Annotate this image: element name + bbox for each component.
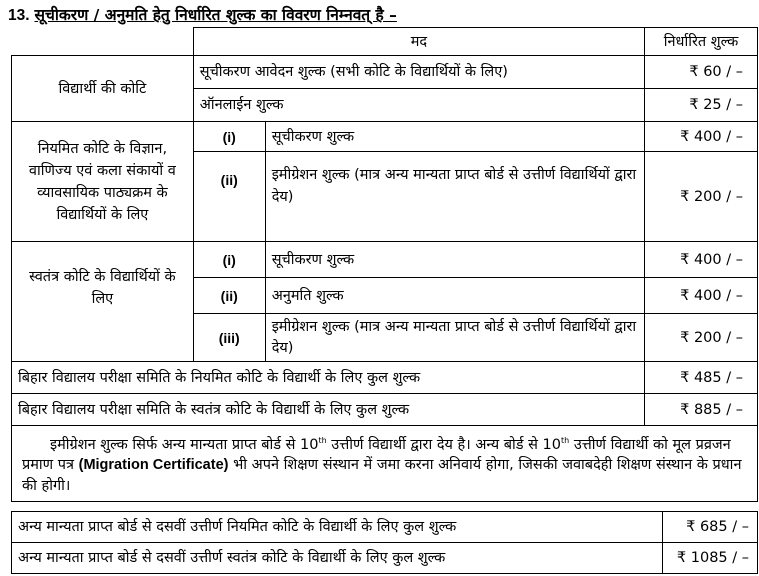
- section-number: 13.: [8, 7, 30, 24]
- fee-cell: ₹ 25 / –: [645, 89, 758, 122]
- other-board-private-fee: ₹ 1085 / –: [663, 543, 758, 574]
- table-row: [12, 122, 758, 152]
- table-row: [12, 56, 758, 89]
- item-cell: सूचीकरण शुल्क: [265, 242, 644, 278]
- fee-cell: ₹ 400 / –: [645, 278, 758, 314]
- item-column-header: मद: [193, 28, 644, 56]
- total-row-regular: [12, 362, 758, 394]
- item-cell: ऑनलाईन शुल्क: [193, 89, 644, 122]
- item-cell: सूचीकरण शुल्क: [265, 122, 644, 152]
- table-row: [12, 242, 758, 278]
- other-board-row-regular: [12, 512, 758, 543]
- fee-cell: ₹ 60 / –: [645, 56, 758, 89]
- migration-note: इमीग्रेशन शुल्क सिर्फ अन्य मान्यता प्राप्त बोर्ड से 10th उत्तीर्ण विद्यार्थी द्वारा देय है। अन्य बोर्ड से 10th उत्तीर्ण विद्यार्थी को मूल प्रव्रजन प्रमाण पत्र (Migration Certificate) भी अपने शिक्षण संस्थान में जमा करना अनिवार्य होगा, जिसकी जवाबदेही शिक्षण संस्थान के प्रधान की होगी।: [12, 426, 758, 502]
- section-title: सूचीकरण / अनुमति हेतु निर्धारित शुल्क का विवरण निम्नवत् है –: [34, 6, 397, 24]
- item-cell: सूचीकरण आवेदन शुल्क (सभी कोटि के विद्यार्थियों के लिए): [193, 56, 644, 89]
- other-board-private-label: अन्य मान्यता प्राप्त बोर्ड से दसवीं उत्तीर्ण स्वतंत्र कोटि के विद्यार्थी के लिए कुल शुल्क: [12, 543, 663, 574]
- fee-column-header: निर्धारित शुल्क: [645, 28, 758, 56]
- blank-header-cell: [12, 28, 194, 56]
- total-regular-fee: ₹ 485 / –: [645, 362, 758, 394]
- row-number: (iii): [193, 314, 265, 362]
- header-row: [12, 28, 758, 56]
- category-label-private: स्वतंत्र कोटि के विद्यार्थियों के लिए: [12, 242, 194, 362]
- total-regular-label: बिहार विद्यालय परीक्षा समिति के नियमित कोटि के विद्यार्थी के लिए कुल शुल्क: [12, 362, 645, 394]
- other-board-regular-label: अन्य मान्यता प्राप्त बोर्ड से दसवीं उत्तीर्ण नियमित कोटि के विद्यार्थी के लिए कुल शुल्क: [12, 512, 663, 543]
- item-cell: इमीग्रेशन शुल्क (मात्र अन्य मान्यता प्राप्त बोर्ड से उत्तीर्ण विद्यार्थियों द्वारा देय): [265, 314, 644, 362]
- item-cell: अनुमति शुल्क: [265, 278, 644, 314]
- total-private-label: बिहार विद्यालय परीक्षा समिति के स्वतंत्र कोटि के विद्यार्थी के लिए कुल शुल्क: [12, 394, 645, 426]
- fee-cell: ₹ 200 / –: [645, 152, 758, 242]
- category-label-student: विद्यार्थी की कोटि: [12, 56, 194, 122]
- row-number: (i): [193, 242, 265, 278]
- fee-table: [11, 27, 758, 502]
- other-board-regular-fee: ₹ 685 / –: [663, 512, 758, 543]
- fee-cell: ₹ 400 / –: [645, 242, 758, 278]
- other-board-row-private: [12, 543, 758, 574]
- fee-cell: ₹ 400 / –: [645, 122, 758, 152]
- other-board-table: [11, 511, 758, 574]
- row-number: (ii): [193, 152, 265, 242]
- note-row: [12, 426, 758, 502]
- category-label-regular: नियमित कोटि के विज्ञान, वाणिज्य एवं कला संकायों व व्यावसायिक पाठ्यक्रम के विद्यार्थियों के लिए: [12, 122, 194, 242]
- section-heading: [8, 3, 397, 25]
- fee-cell: ₹ 200 / –: [645, 314, 758, 362]
- total-row-private: [12, 394, 758, 426]
- item-cell: इमीग्रेशन शुल्क (मात्र अन्य मान्यता प्राप्त बोर्ड से उत्तीर्ण विद्यार्थियों द्वारा देय): [265, 152, 644, 242]
- row-number: (i): [193, 122, 265, 152]
- row-number: (ii): [193, 278, 265, 314]
- total-private-fee: ₹ 885 / –: [645, 394, 758, 426]
